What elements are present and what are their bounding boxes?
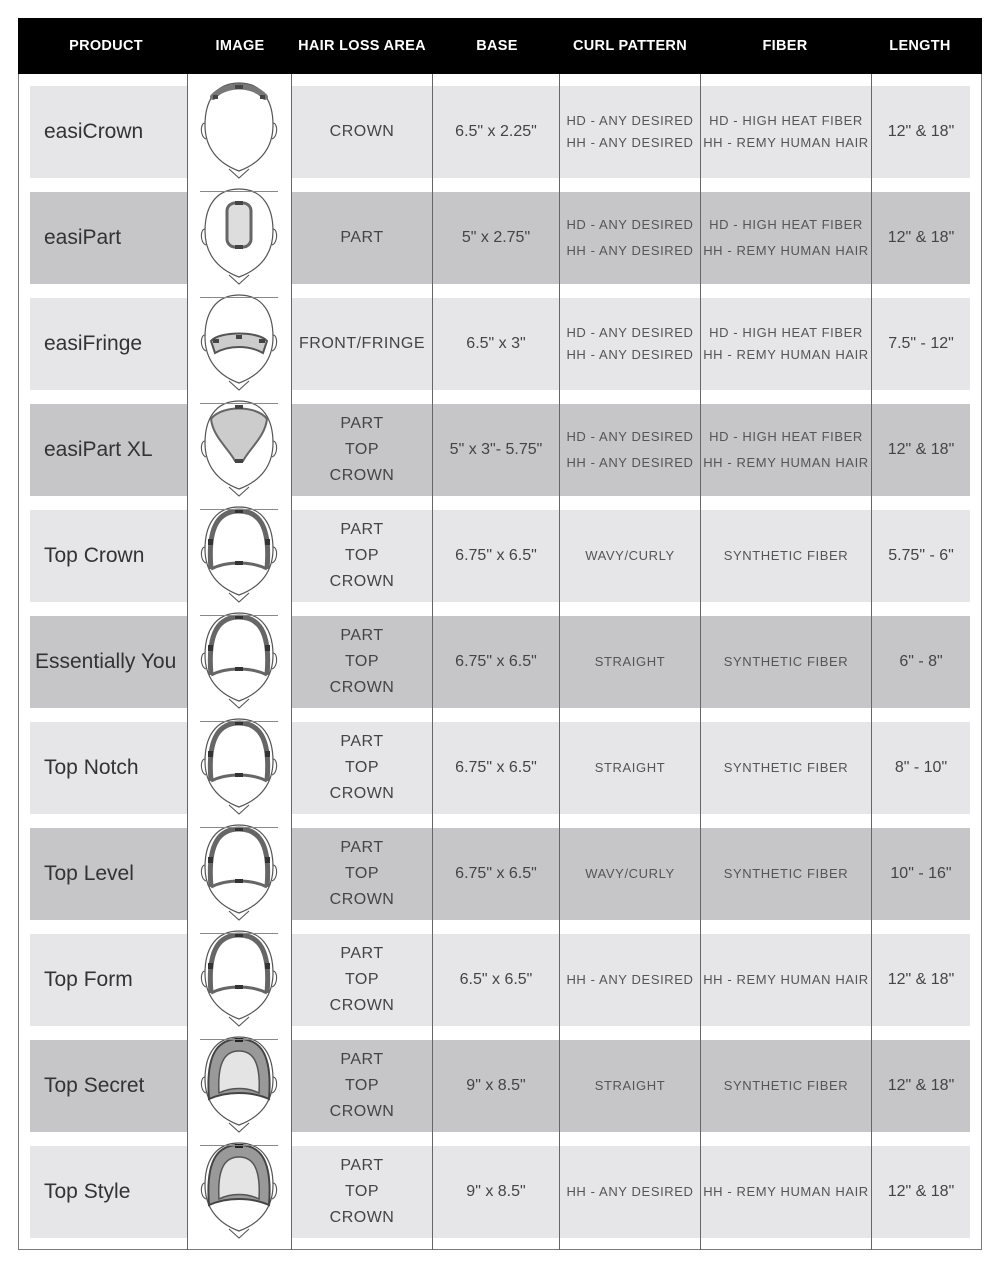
product-name: easiPart xyxy=(44,226,122,249)
area-line: PART xyxy=(340,627,384,644)
curl-line: HD - ANY DESIRED xyxy=(566,217,694,232)
row-divider xyxy=(200,1039,278,1040)
image-cell xyxy=(188,80,291,186)
base-dimension: 6.75" x 6.5" xyxy=(455,759,537,776)
curl-line: STRAIGHT xyxy=(594,1078,666,1093)
head-part-piece-icon xyxy=(199,185,279,285)
head-fringe-piece-icon xyxy=(199,291,279,391)
base-dimension: 6.5" x 3" xyxy=(466,335,526,352)
area-line: CROWN xyxy=(329,123,395,140)
row-divider xyxy=(200,615,278,616)
curl-pattern xyxy=(560,1040,700,1132)
curl-line: HD - ANY DESIRED xyxy=(566,113,694,128)
product-name: easiPart XL xyxy=(44,438,153,461)
fiber-type xyxy=(701,1040,871,1132)
fiber-line: HD - HIGH HEAT FIBER xyxy=(709,217,863,232)
curl-line: STRAIGHT xyxy=(594,760,666,775)
curl-line: HH - ANY DESIRED xyxy=(566,347,694,362)
header-hair-loss-area: HAIR LOSS AREA xyxy=(298,38,426,54)
column-divider xyxy=(187,74,188,1250)
curl-pattern xyxy=(560,934,700,1026)
curl-line: HD - ANY DESIRED xyxy=(566,325,694,340)
header-product: PRODUCT xyxy=(69,38,143,54)
product-name: Top Crown xyxy=(44,544,145,567)
area-line: TOP xyxy=(344,547,380,564)
fiber-line: HH - REMY HUMAN HAIR xyxy=(703,243,869,258)
head-topper-piece-icon xyxy=(199,715,279,815)
area-line: CROWN xyxy=(329,785,395,802)
base-dimension: 6.5" x 6.5" xyxy=(459,971,533,988)
length: 12" & 18" xyxy=(887,229,955,246)
curl-pattern xyxy=(560,298,700,390)
curl-line: HH - ANY DESIRED xyxy=(566,455,694,470)
curl-pattern xyxy=(560,86,700,178)
curl-pattern xyxy=(560,192,700,284)
product-name: Top Level xyxy=(44,862,134,885)
base-dimension: 6.75" x 6.5" xyxy=(455,547,537,564)
area-line: PART xyxy=(340,229,384,246)
curl-pattern xyxy=(560,404,700,496)
fiber-type xyxy=(701,828,871,920)
hair-loss-area xyxy=(292,510,432,602)
fiber-line: HD - HIGH HEAT FIBER xyxy=(709,113,863,128)
fiber-line: SYNTHETIC FIBER xyxy=(723,866,849,881)
curl-line: HH - ANY DESIRED xyxy=(566,135,694,150)
head-topper-piece-icon xyxy=(199,503,279,603)
fiber-line: HH - REMY HUMAN HAIR xyxy=(703,135,869,150)
area-line: FRONT/FRINGE xyxy=(299,335,425,352)
head-topper-piece-icon xyxy=(199,821,279,921)
length: 12" & 18" xyxy=(887,1077,955,1094)
curl-pattern xyxy=(560,1146,700,1238)
fiber-type xyxy=(701,404,871,496)
hair-loss-area xyxy=(292,616,432,708)
area-line: TOP xyxy=(344,653,380,670)
curl-pattern xyxy=(560,616,700,708)
header-curl-pattern: CURL PATTERN xyxy=(573,38,687,54)
base-dimension: 6.75" x 6.5" xyxy=(455,865,537,882)
hair-loss-area xyxy=(292,722,432,814)
fiber-type xyxy=(701,298,871,390)
curl-pattern xyxy=(560,510,700,602)
area-line: TOP xyxy=(344,1077,380,1094)
curl-line: WAVY/CURLY xyxy=(585,866,675,881)
curl-line: HD - ANY DESIRED xyxy=(566,429,694,444)
row-divider xyxy=(200,933,278,934)
area-line: PART xyxy=(340,945,384,962)
column-divider xyxy=(700,74,701,1250)
curl-line: HH - ANY DESIRED xyxy=(566,972,694,987)
area-line: PART xyxy=(340,521,384,538)
header-length: LENGTH xyxy=(889,38,951,54)
fiber-type xyxy=(701,192,871,284)
curl-pattern xyxy=(560,828,700,920)
base-dimension: 6.5" x 2.25" xyxy=(455,123,537,140)
area-line: CROWN xyxy=(329,679,395,696)
image-cell xyxy=(188,504,291,610)
fiber-type xyxy=(701,722,871,814)
header-fiber: FIBER xyxy=(762,38,808,54)
fiber-line: SYNTHETIC FIBER xyxy=(723,1078,849,1093)
area-line: PART xyxy=(340,415,384,432)
image-cell xyxy=(188,1034,291,1140)
area-line: PART xyxy=(340,733,384,750)
hair-loss-area xyxy=(292,828,432,920)
image-cell xyxy=(188,610,291,716)
column-divider xyxy=(291,74,292,1250)
base-dimension: 9" x 8.5" xyxy=(466,1077,526,1094)
hair-loss-area xyxy=(292,86,432,178)
row-divider xyxy=(200,191,278,192)
area-line: CROWN xyxy=(329,1103,395,1120)
fiber-line: SYNTHETIC FIBER xyxy=(723,654,849,669)
area-line: CROWN xyxy=(329,467,395,484)
base-dimension: 9" x 8.5" xyxy=(466,1183,526,1200)
area-line: TOP xyxy=(344,865,380,882)
image-cell xyxy=(188,822,291,928)
length: 8" - 10" xyxy=(894,759,948,776)
image-cell xyxy=(188,398,291,504)
length: 12" & 18" xyxy=(887,441,955,458)
image-cell xyxy=(188,1140,291,1246)
product-name: easiFringe xyxy=(44,332,143,355)
image-cell xyxy=(188,292,291,398)
fiber-type xyxy=(701,1146,871,1238)
image-cell xyxy=(188,928,291,1034)
image-cell xyxy=(188,186,291,292)
row-divider xyxy=(200,509,278,510)
head-crown-piece-icon xyxy=(199,79,279,179)
head-topper-piece-icon xyxy=(199,609,279,709)
base-dimension: 5" x 3"- 5.75" xyxy=(449,441,543,458)
fiber-line: HH - REMY HUMAN HAIR xyxy=(703,972,869,987)
length: 12" & 18" xyxy=(887,123,955,140)
curl-pattern xyxy=(560,722,700,814)
row-divider xyxy=(200,297,278,298)
fiber-line: SYNTHETIC FIBER xyxy=(723,760,849,775)
head-topper-piece-icon xyxy=(199,927,279,1027)
head-large-topper-piece-icon xyxy=(199,1033,279,1133)
area-line: PART xyxy=(340,1157,384,1174)
hair-loss-area xyxy=(292,1040,432,1132)
area-line: PART xyxy=(340,1051,384,1068)
head-part-xl-piece-icon xyxy=(199,397,279,497)
curl-line: STRAIGHT xyxy=(594,654,666,669)
column-divider xyxy=(559,74,560,1250)
product-name: Top Form xyxy=(44,968,133,991)
length: 12" & 18" xyxy=(887,971,955,988)
row-divider xyxy=(200,827,278,828)
area-line: TOP xyxy=(344,759,380,776)
area-line: CROWN xyxy=(329,891,395,908)
image-cell xyxy=(188,716,291,822)
area-line: PART xyxy=(340,839,384,856)
row-divider xyxy=(200,721,278,722)
column-divider xyxy=(432,74,433,1250)
base-dimension: 5" x 2.75" xyxy=(461,229,531,246)
row-divider xyxy=(200,403,278,404)
fiber-type xyxy=(701,510,871,602)
fiber-line: HH - REMY HUMAN HAIR xyxy=(703,455,869,470)
length: 12" & 18" xyxy=(887,1183,955,1200)
fiber-type xyxy=(701,86,871,178)
curl-line: HH - ANY DESIRED xyxy=(566,243,694,258)
area-line: TOP xyxy=(344,441,380,458)
column-divider xyxy=(871,74,872,1250)
fiber-line: HD - HIGH HEAT FIBER xyxy=(709,429,863,444)
area-line: CROWN xyxy=(329,1209,395,1226)
length: 5.75" - 6" xyxy=(888,547,954,564)
length: 7.5" - 12" xyxy=(888,335,954,352)
base-dimension: 6.75" x 6.5" xyxy=(455,653,537,670)
fiber-line: HD - HIGH HEAT FIBER xyxy=(709,325,863,340)
curl-line: WAVY/CURLY xyxy=(585,548,675,563)
product-name: Essentially You xyxy=(35,650,177,673)
area-line: CROWN xyxy=(329,573,395,590)
header-image: IMAGE xyxy=(215,38,265,54)
area-line: CROWN xyxy=(329,997,395,1014)
length: 6" - 8" xyxy=(899,653,943,670)
fiber-line: SYNTHETIC FIBER xyxy=(723,548,849,563)
head-large-topper-piece-icon xyxy=(199,1139,279,1239)
hair-loss-area xyxy=(292,934,432,1026)
hair-loss-area xyxy=(292,298,432,390)
fiber-type xyxy=(701,616,871,708)
hair-loss-area xyxy=(292,1146,432,1238)
length: 10" - 16" xyxy=(890,865,952,882)
product-name: Top Style xyxy=(44,1180,131,1203)
row-divider xyxy=(200,1145,278,1146)
area-line: TOP xyxy=(344,971,380,988)
hair-loss-area xyxy=(292,404,432,496)
curl-line: HH - ANY DESIRED xyxy=(566,1184,694,1199)
fiber-type xyxy=(701,934,871,1026)
header-base-dimension: BASE xyxy=(476,38,518,54)
product-name: easiCrown xyxy=(44,120,144,143)
fiber-line: HH - REMY HUMAN HAIR xyxy=(703,1184,869,1199)
product-name: Top Secret xyxy=(44,1074,145,1097)
hair-loss-area xyxy=(292,192,432,284)
fiber-line: HH - REMY HUMAN HAIR xyxy=(703,347,869,362)
product-name: Top Notch xyxy=(44,756,139,779)
area-line: TOP xyxy=(344,1183,380,1200)
